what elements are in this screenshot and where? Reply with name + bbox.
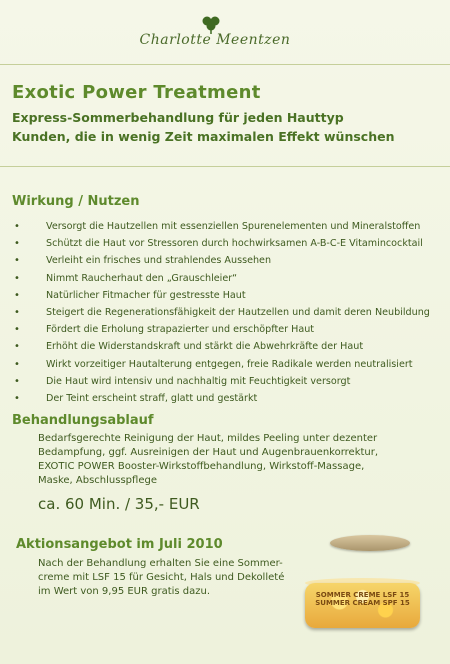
divider <box>0 166 450 167</box>
subtitle-2: Kunden, die in wenig Zeit maximalen Effekt wünschen <box>12 129 395 144</box>
list-item: • Verleiht ein frisches und strahlendes Aussehen <box>14 255 272 267</box>
procedure-text: Bedarfsgerechte Reinigung der Haut, mildes Peeling unter dezenter Bedampfung, ggf. Ausreinigen der Haut und Augenbrauenkorrektur, EXOTIC POWER Booster-Wirkstoffbehandlung, Wirkstoff-Massage, Maske, Abschlusspflege <box>38 433 379 486</box>
procedure-heading: Behandlungsablauf <box>12 413 154 428</box>
brand-name: Charlotte Meentzen <box>139 32 291 48</box>
clover-icon <box>200 14 222 34</box>
product-label: SOMMER CREME LSF 15 SUMMER CREAM SPF 15 <box>315 591 410 607</box>
list-item: • Versorgt die Hautzellen mit essenziellen Spurenelementen und Mineralstoffen <box>14 221 421 232</box>
list-item: • Nimmt Raucherhaut den „Grauschleier“ <box>14 272 238 284</box>
list-item: • Natürlicher Fitmacher für gestresste Haut <box>14 289 246 301</box>
benefits-list <box>12 218 442 407</box>
list-item: • Fördert die Erholung strapazierter und erschöpfter Haut <box>14 324 315 336</box>
divider <box>0 64 450 65</box>
price: ca. 60 Min. / 35,- EUR <box>38 495 200 513</box>
list-item: • Steigert die Regenerationsfähigkeit der Hautzellen und damit deren Neubildung <box>14 306 430 318</box>
product-jar <box>305 583 420 628</box>
benefits-heading: Wirkung / Nutzen <box>12 194 140 209</box>
brand-header <box>0 10 450 52</box>
list-item: • Wirkt vorzeitiger Hautalterung entgegen, freie Radikale werden neutralisiert <box>14 358 413 370</box>
list-item: • Die Haut wird intensiv und nachhaltig mit Feuchtigkeit versorgt <box>14 375 351 387</box>
product-lid <box>330 535 410 551</box>
subtitle-1: Express-Sommerbehandlung für jeden Hauttyp <box>12 110 344 125</box>
list-item: • Der Teint erscheint straff, glatt und gestärkt <box>14 392 258 404</box>
page-title: Exotic Power Treatment <box>12 82 261 103</box>
offer-text: Nach der Behandlung erhalten Sie eine Sommer- creme mit LSF 15 für Gesicht, Hals und Dekolleté im Wert von 9,95 EUR gratis dazu. <box>38 558 285 597</box>
offer-heading: Aktionsangebot im Juli 2010 <box>16 537 223 552</box>
list-item: • Erhöht die Widerstandskraft und stärkt die Abwehrkräfte der Haut <box>14 341 364 353</box>
list-item: • Schützt die Haut vor Stressoren durch hochwirksamen A-B-C-E Vitamincocktail <box>14 238 423 250</box>
